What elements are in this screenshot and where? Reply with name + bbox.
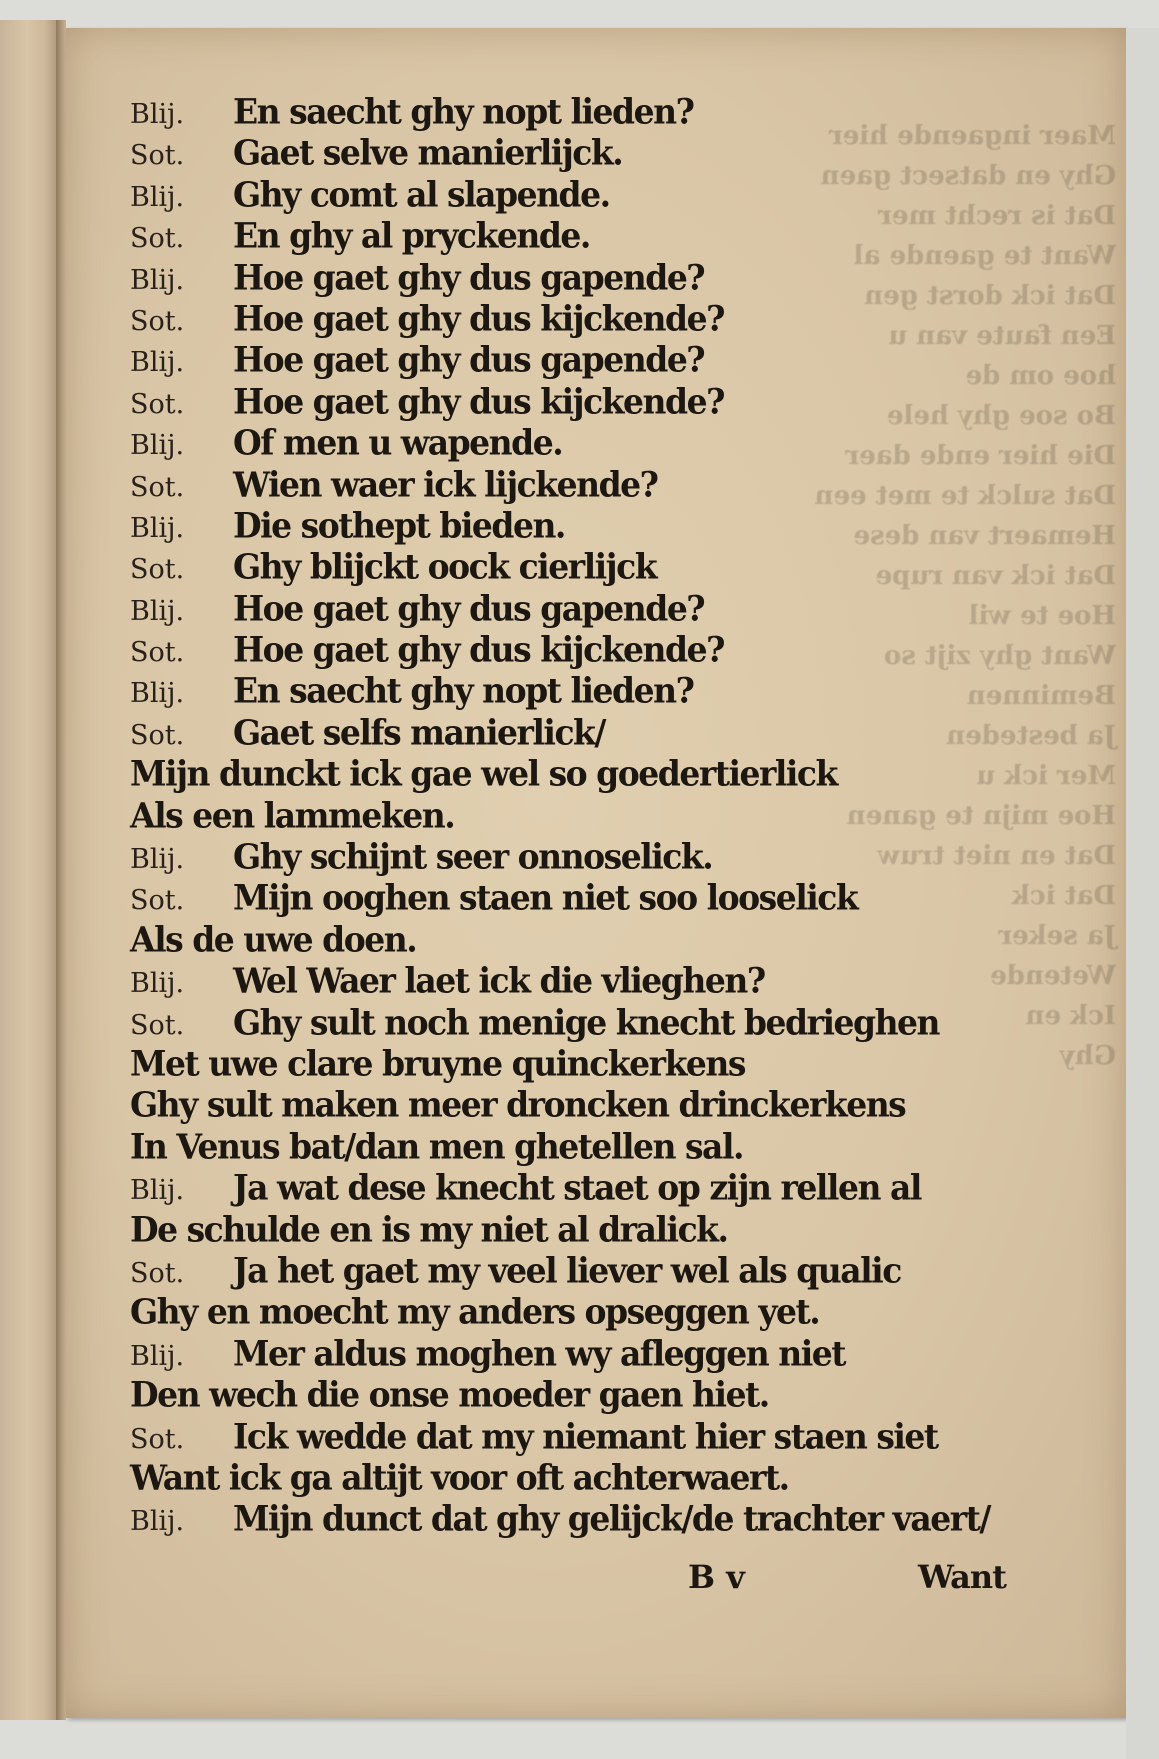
verse-text: Ick wedde dat my niemant hier staen siet	[233, 1415, 938, 1457]
verse-line	[130, 1458, 1070, 1499]
speaker-label: Sot.	[130, 885, 185, 917]
verse-text: Als een lammeken.	[130, 794, 455, 836]
verse-line	[130, 506, 1070, 547]
verse-text: Gaet selfs manierlick/	[233, 711, 605, 753]
verse-text: Ja het gaet my veel liever wel als qualic	[233, 1249, 901, 1291]
speaker-label: Sot.	[130, 388, 185, 420]
verse-line	[130, 1085, 1070, 1126]
verse-line	[130, 175, 1070, 216]
verse-text: Mijn dunckt ick gae wel so goedertierlick	[130, 753, 837, 795]
verse-line	[130, 1417, 1070, 1458]
speaker-label: Blij.	[130, 99, 185, 130]
verse-text: Die sothept bieden.	[233, 504, 565, 546]
speaker-label: Blij.	[130, 264, 185, 296]
speaker-label: Blij.	[130, 512, 185, 544]
verse-line	[130, 1210, 1070, 1251]
verse-line	[130, 423, 1070, 464]
verse-line	[130, 1334, 1070, 1375]
verse-line	[130, 837, 1070, 878]
verse-text: In Venus bat/dan men ghetellen sal.	[130, 1125, 743, 1167]
verse-line	[130, 878, 1070, 919]
speaker-label: Blij.	[130, 181, 185, 213]
verse-line	[130, 133, 1070, 174]
speaker-label: Blij.	[130, 1175, 185, 1207]
speaker-label: Blij.	[130, 968, 185, 1000]
verse-text: Wel Waer laet ick die vlieghen?	[233, 960, 765, 1002]
verse-text: Of men u wapende.	[233, 422, 563, 464]
verse-text: Hoe gaet ghy dus gapende?	[233, 256, 705, 298]
verse-line	[130, 340, 1070, 381]
verse-text: Den wech die onse moeder gaen hiet.	[130, 1374, 769, 1416]
verse-line	[130, 465, 1070, 506]
verse-line	[130, 382, 1070, 423]
verse-line	[130, 547, 1070, 588]
verse-text: En saecht ghy nopt lieden?	[233, 670, 694, 712]
speaker-label: Sot.	[130, 554, 185, 586]
speaker-label: Blij.	[130, 1340, 185, 1372]
speaker-label: Blij.	[130, 678, 185, 710]
verse-text: Hoe gaet ghy dus kijckende?	[233, 297, 724, 339]
speaker-label: Sot.	[130, 1257, 185, 1289]
verse-text: Met uwe clare bruyne quinckerkens	[130, 1043, 745, 1084]
verse-text: Mer aldus moghen wy afleggen niet	[233, 1332, 845, 1374]
speaker-label: Blij.	[130, 595, 185, 627]
catchword: Want	[918, 1558, 1006, 1596]
verse-text: Hoe gaet ghy dus gapende?	[233, 339, 705, 381]
verse-line	[130, 216, 1070, 257]
verse-line	[130, 589, 1070, 630]
signature-mark: B v	[688, 1558, 745, 1596]
dialogue-text	[130, 92, 1070, 1541]
verse-text: Hoe gaet ghy dus kijckende?	[233, 380, 724, 422]
verse-line	[130, 92, 1070, 133]
facing-page-edge	[0, 20, 60, 1720]
speaker-label: Sot.	[130, 1423, 185, 1455]
verse-text: Mijn dunct dat ghy gelijck/de trachter vaert/	[233, 1498, 990, 1540]
verse-text: Ghy sult noch menige knecht bedrieghen	[233, 1001, 940, 1043]
speaker-label: Sot.	[130, 223, 185, 255]
verse-text: Hoe gaet ghy dus gapende?	[233, 587, 705, 629]
verse-line	[130, 1127, 1070, 1168]
verse-line	[130, 754, 1070, 795]
verse-text: Ja wat dese knecht staet op zijn rellen al	[233, 1167, 921, 1209]
verse-text: Hoe gaet ghy dus kijckende?	[233, 629, 724, 671]
verse-line	[130, 713, 1070, 754]
verse-text: Ghy sult maken meer droncken drinckerkens	[130, 1084, 906, 1126]
speaker-label: Blij.	[130, 844, 185, 876]
background-edge	[1126, 28, 1159, 1759]
verse-line	[130, 1375, 1070, 1416]
speaker-label: Blij.	[130, 347, 185, 379]
show-through-text: Maer ingaende hier Ghy en datsect gaen Dat is recht mer Want te gaende al Dat ick dorst gen Een faute van u hoe om de Bo soe ghy hele Die hier ende daer Dat sulck te met een Hemaert van dese Dat ick van rupe Hoe te wil Want ghy zijt so Beminnen Ja besteden Mer ick u Hoe mijn te ganen Dat en niet truw Dat ick Ja seker Wetende Ick en Ghy	[814, 121, 1116, 1071]
verse-text: Wien waer ick lijckende?	[233, 463, 658, 505]
verse-line	[130, 1003, 1070, 1044]
verse-text: Gaet selve manierlijck.	[233, 132, 623, 174]
verse-text: Als de uwe doen.	[130, 918, 417, 960]
speaker-label: Blij.	[130, 430, 185, 462]
verse-text: Mijn ooghen staen niet soo looselick	[233, 877, 858, 919]
verse-text: Ghy comt al slapende.	[233, 173, 610, 215]
verse-line	[130, 961, 1070, 1002]
speaker-label: Sot.	[130, 637, 185, 669]
verse-text: Ghy blijckt oock cierlijck	[233, 546, 657, 588]
speaker-label: Sot.	[130, 719, 185, 751]
verse-text: De schulde en is my niet al dralick.	[130, 1208, 728, 1250]
verse-text: Ghy en moecht my anders opseggen yet.	[130, 1291, 820, 1333]
verse-line	[130, 1292, 1070, 1333]
speaker-label: Sot.	[130, 471, 185, 503]
speaker-label: Sot.	[130, 140, 185, 172]
verse-line	[130, 1044, 1070, 1085]
verse-line	[130, 796, 1070, 837]
speaker-label: Blij.	[130, 1506, 185, 1538]
book-gutter	[56, 20, 66, 1720]
verse-text: Ghy schijnt seer onnoselick.	[233, 836, 713, 878]
verse-line	[130, 671, 1070, 712]
verse-line	[130, 299, 1070, 340]
speaker-label: Sot.	[130, 1009, 185, 1041]
verse-line	[130, 1499, 1070, 1540]
verse-text: En saecht ghy nopt lieden?	[233, 91, 694, 132]
verse-text: En ghy al pryckende.	[233, 215, 590, 257]
verse-line	[130, 1251, 1070, 1292]
speaker-label: Sot.	[130, 305, 185, 337]
verse-line	[130, 1168, 1070, 1209]
verse-text: Want ick ga altijt voor oft achterwaert.	[130, 1456, 789, 1498]
verse-line	[130, 258, 1070, 299]
verse-line	[130, 630, 1070, 671]
verse-line	[130, 920, 1070, 961]
